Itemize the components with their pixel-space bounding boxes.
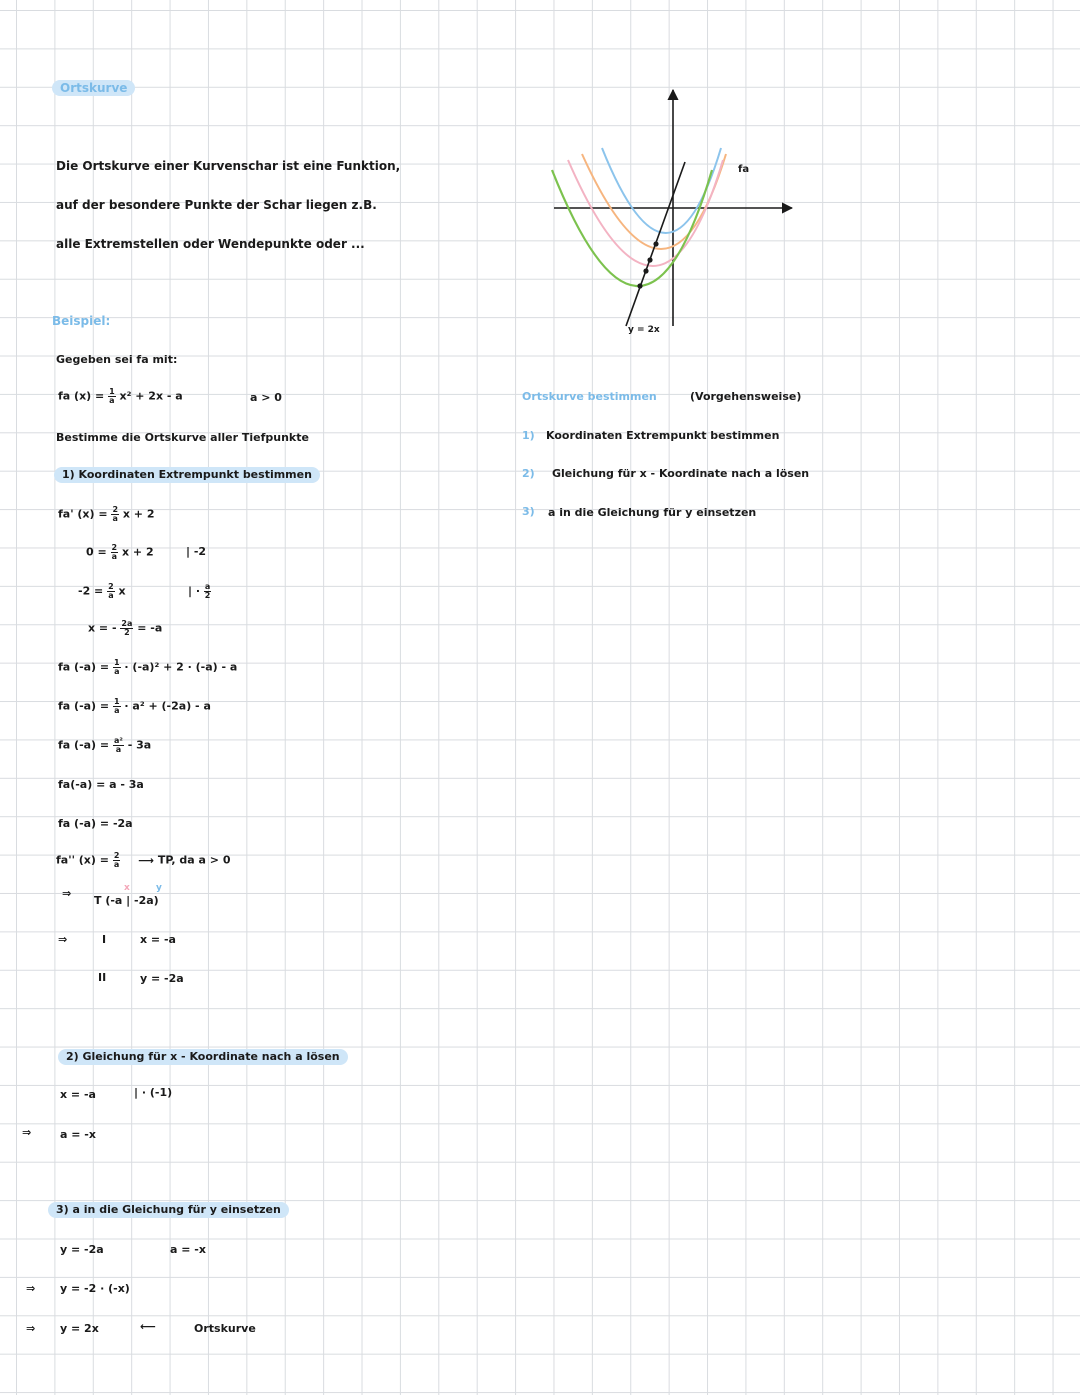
frac-den: a [113, 860, 120, 869]
step3-equation-1: y = -2a [60, 1243, 104, 1256]
procedure-step-number: 2) [522, 467, 535, 480]
function-definition [58, 388, 183, 405]
sub1-lhs: fa (-a) = [58, 660, 110, 674]
function-lhs: fa (x) = [58, 389, 105, 403]
frac-num: 2 [108, 582, 114, 591]
substitution-2 [58, 698, 211, 715]
frac-num: 1 [113, 697, 120, 706]
deriv2-rhs: TP, da a > 0 [157, 853, 231, 867]
function-mid: x² + 2x - a [119, 389, 183, 403]
vertex-point [647, 257, 652, 262]
system-i-equation: x = -a [140, 933, 176, 946]
line-label: y = 2x [628, 325, 660, 335]
frac-num: 2 [113, 851, 120, 860]
frac-den: a [115, 745, 122, 754]
curve-label: fa [738, 164, 750, 175]
eq3-rhs: = -a [137, 621, 163, 635]
frac-num: a² [113, 736, 123, 745]
step3-note: a = -x [170, 1243, 206, 1256]
frac-den: a [109, 396, 115, 405]
frac-num: a [204, 582, 211, 591]
second-derivative [56, 852, 231, 869]
procedure-step-number: 1) [522, 429, 535, 442]
step2-label: 2) Gleichung für x - Koordinate nach a lösen [58, 1049, 348, 1065]
frac-den: 2 [204, 591, 211, 600]
equation-1 [86, 544, 154, 561]
equation-2 [78, 583, 126, 600]
parabola-family-graph [540, 80, 810, 350]
example-given: Gegeben sei fa mit: [56, 353, 178, 366]
tp-y-label: y [156, 883, 162, 893]
intro-line-3: alle Extremstellen oder Wendepunkte oder ... [56, 237, 365, 251]
implies-arrow-icon: ⇒ [26, 1282, 36, 1295]
fraction-1-over-a [113, 659, 121, 676]
example-heading: Beispiel: [52, 314, 111, 328]
vertex-point [653, 241, 658, 246]
substitution-1 [58, 659, 237, 676]
fraction-a2-over-a [113, 737, 124, 754]
substitution-5: fa (-a) = -2a [58, 817, 133, 830]
fraction-2-over-a [113, 852, 121, 869]
frac-num: 2 [112, 505, 119, 514]
implies-arrow-icon: ⇒ [26, 1322, 36, 1335]
procedure-step-text: Koordinaten Extrempunkt bestimmen [546, 429, 780, 442]
implies-arrow-icon: ⇒ [58, 933, 68, 946]
condition: a > 0 [250, 391, 282, 404]
fraction-2-over-a [111, 506, 119, 523]
implies-arrow-icon: ⇒ [62, 887, 72, 900]
frac-num: 1 [109, 387, 115, 396]
procedure-step-text: a in die Gleichung für y einsetzen [548, 506, 757, 519]
sub3-rhs: - 3a [127, 738, 152, 752]
step1-label: 1) Koordinaten Extrempunkt bestimmen [54, 467, 320, 483]
frac-num: 1 [113, 658, 120, 667]
vertex-point [643, 268, 648, 273]
page-title: Ortskurve [52, 80, 135, 96]
equation-3 [88, 620, 162, 637]
frac-num: 2 [111, 543, 118, 552]
system-ii-label: II [98, 971, 107, 984]
frac-num: 2a [121, 619, 133, 628]
deriv1-lhs: fa' (x) = [58, 507, 108, 521]
turning-point: T (-a | -2a) [94, 894, 159, 907]
intro-line-2: auf der besondere Punkte der Schar liegen z.B. [56, 198, 377, 212]
substitution-3 [58, 737, 151, 754]
eq1-lhs: 0 = [86, 545, 107, 559]
vertex-point [637, 283, 642, 288]
sub3-lhs: fa (-a) = [58, 738, 110, 752]
eq2-op: | · [188, 584, 201, 598]
deriv2-lhs: fa'' (x) = [56, 853, 109, 867]
tp-x-label: x [124, 883, 130, 893]
system-ii-equation: y = -2a [140, 972, 184, 985]
parabola-green [552, 170, 712, 286]
sub1-rhs: · (-a)² + 2 · (-a) - a [124, 660, 238, 674]
parabola-orange [582, 154, 726, 249]
frac-den: a [111, 552, 118, 561]
procedure-step-number: 3) [522, 505, 535, 518]
frac-den: a [114, 667, 120, 676]
step2-operation: | · (-1) [134, 1086, 173, 1099]
procedure-heading: Ortskurve bestimmen [522, 390, 657, 403]
eq2-lhs: -2 = [78, 584, 104, 598]
frac-den: a [108, 591, 114, 600]
step2-equation-1: x = -a [60, 1088, 96, 1101]
fraction-1-over-a [113, 698, 121, 715]
eq1-rhs: x + 2 [121, 545, 154, 559]
frac-den: 2 [124, 628, 130, 637]
sub2-lhs: fa (-a) = [58, 699, 110, 713]
task: Bestimme die Ortskurve aller Tiefpunkte [56, 431, 309, 444]
fraction-2a-over-2 [120, 620, 133, 637]
deriv1-rhs: x + 2 [122, 507, 155, 521]
fraction-a-over-2 [204, 583, 211, 600]
first-derivative [58, 506, 155, 523]
fraction-2-over-a [107, 583, 115, 600]
procedure-heading-note: (Vorgehensweise) [690, 390, 802, 403]
procedure-step-text: Gleichung für x - Koordinate nach a lösen [552, 467, 810, 480]
step3-result: y = 2x [60, 1322, 99, 1335]
equation-1-operation: | -2 [186, 545, 207, 558]
frac-den: a [112, 514, 118, 523]
equation-2-operation [188, 583, 211, 600]
eq3-lhs: x = - [88, 621, 117, 635]
step3-label: 3) a in die Gleichung für y einsetzen [48, 1202, 289, 1218]
intro-line-1: Die Ortskurve einer Kurvenschar ist eine Funktion, [56, 159, 401, 173]
fraction-2-over-a [111, 544, 119, 561]
frac-den: a [114, 706, 120, 715]
sub2-rhs: · a² + (-2a) - a [124, 699, 211, 713]
step2-equation-2: a = -x [60, 1128, 96, 1141]
ortskurve-label: Ortskurve [194, 1322, 256, 1335]
step3-equation-2: y = -2 · (-x) [60, 1282, 130, 1295]
eq2-rhs: x [118, 584, 126, 598]
system-i-label: I [102, 933, 107, 946]
arrow-left-icon: ⟵ [140, 1320, 156, 1333]
implies-arrow-icon: ⇒ [22, 1126, 32, 1139]
substitution-4: fa(-a) = a - 3a [58, 778, 144, 791]
arrow-right-icon: ⟶ [138, 853, 155, 867]
fraction-1-over-a [108, 388, 116, 405]
